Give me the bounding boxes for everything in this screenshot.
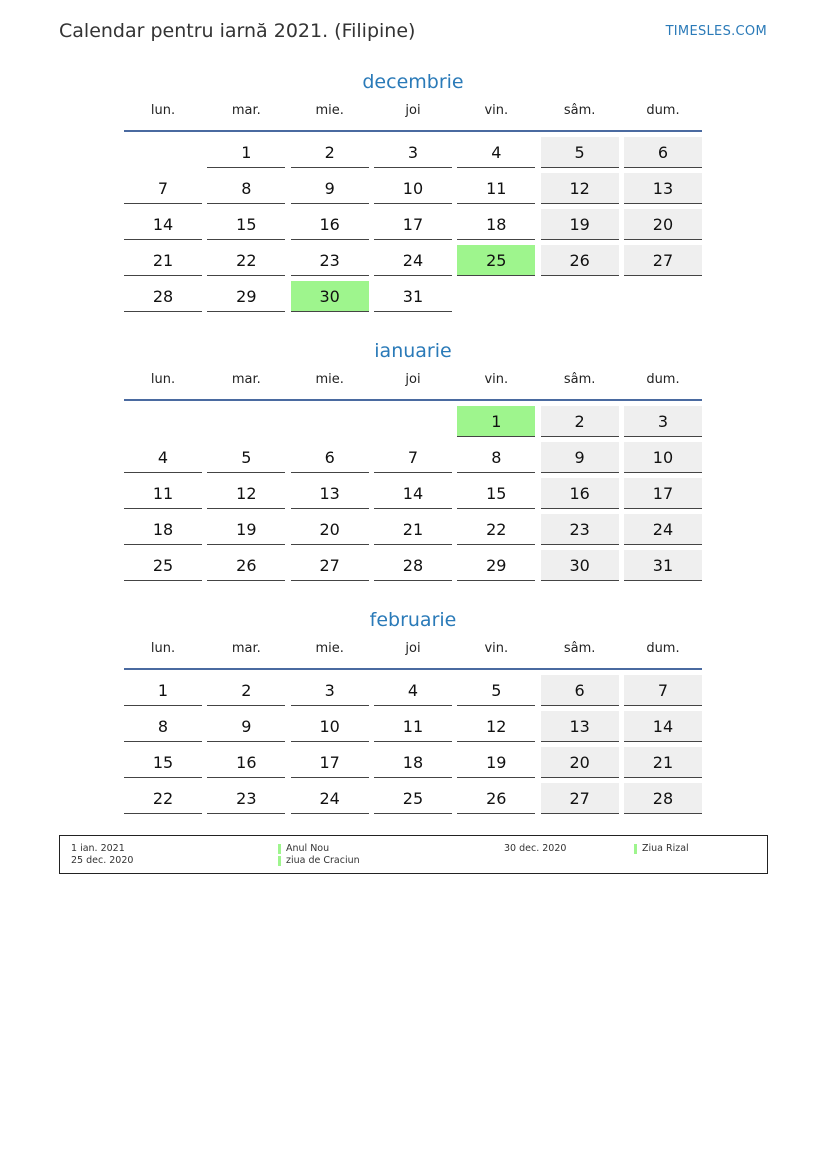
- day-cell: 29: [207, 281, 285, 312]
- empty-day-cell: [207, 406, 285, 436]
- weekday-label: lun.: [150, 641, 176, 656]
- day-cell: 10: [291, 711, 369, 742]
- day-cell: 5: [541, 137, 619, 168]
- day-cell: 17: [624, 478, 702, 509]
- weekday-label: mie.: [315, 103, 344, 118]
- day-cell: 7: [374, 442, 452, 473]
- month-title: decembrie: [362, 71, 464, 93]
- legend-date: 30 dec. 2020: [504, 843, 567, 854]
- weekday-header-row: [124, 369, 702, 391]
- empty-day-cell: [374, 406, 452, 436]
- day-cell: 14: [374, 478, 452, 509]
- day-cell: 16: [541, 478, 619, 509]
- weekday-label: dum.: [646, 103, 680, 118]
- empty-day-cell: [457, 281, 535, 311]
- day-cell: 9: [541, 442, 619, 473]
- weekday-label: lun.: [150, 372, 176, 387]
- day-cell: 25: [374, 783, 452, 814]
- day-cell: 6: [291, 442, 369, 473]
- empty-day-cell: [124, 137, 202, 167]
- day-cell: 16: [291, 209, 369, 240]
- day-cell: 27: [291, 550, 369, 581]
- day-cell: 30: [541, 550, 619, 581]
- day-cell: 5: [207, 442, 285, 473]
- weekday-label: vin.: [484, 372, 509, 387]
- day-cell: 28: [124, 281, 202, 312]
- day-cell: 11: [374, 711, 452, 742]
- weekday-header-row: [124, 100, 702, 122]
- day-cell: 22: [124, 783, 202, 814]
- week-row: [124, 281, 702, 312]
- weekday-label: mar.: [231, 103, 261, 118]
- day-cell: 25: [124, 550, 202, 581]
- weekday-label: dum.: [646, 372, 680, 387]
- weekday-label: mie.: [315, 641, 344, 656]
- week-row: [124, 442, 702, 473]
- week-row: [124, 406, 702, 437]
- week-row: [124, 209, 702, 240]
- day-cell: 26: [457, 783, 535, 814]
- weekday-label: lun.: [150, 103, 176, 118]
- day-cell: 6: [624, 137, 702, 168]
- day-cell: 28: [374, 550, 452, 581]
- day-cell: 31: [374, 281, 452, 312]
- day-cell: 5: [457, 675, 535, 706]
- week-row: [124, 675, 702, 706]
- day-cell: 23: [291, 245, 369, 276]
- day-cell: 29: [457, 550, 535, 581]
- weekday-label: vin.: [484, 641, 509, 656]
- day-cell: 12: [207, 478, 285, 509]
- day-cell: 1: [207, 137, 285, 168]
- week-row: [124, 514, 702, 545]
- day-cell: 17: [291, 747, 369, 778]
- empty-day-cell: [291, 406, 369, 436]
- day-cell: 2: [541, 406, 619, 437]
- week-row: [124, 137, 702, 168]
- legend-color-swatch: [278, 856, 281, 866]
- week-row: [124, 747, 702, 778]
- week-row: [124, 711, 702, 742]
- legend-holiday-name: Ziua Rizal: [642, 843, 689, 854]
- day-cell: 20: [541, 747, 619, 778]
- day-cell: 8: [207, 173, 285, 204]
- day-cell: 18: [124, 514, 202, 545]
- day-cell: 23: [541, 514, 619, 545]
- week-row: [124, 783, 702, 814]
- day-cell: 26: [207, 550, 285, 581]
- day-cell: 6: [541, 675, 619, 706]
- day-cell: 27: [541, 783, 619, 814]
- day-cell: 20: [624, 209, 702, 240]
- day-cell: 27: [624, 245, 702, 276]
- day-cell: 3: [624, 406, 702, 437]
- day-cell: 24: [624, 514, 702, 545]
- legend-holiday-name: ziua de Craciun: [286, 855, 360, 866]
- weekday-label: mie.: [315, 372, 344, 387]
- weekday-label: mar.: [231, 372, 261, 387]
- holiday-day-cell: 30: [291, 281, 369, 312]
- day-cell: 4: [374, 675, 452, 706]
- week-row: [124, 173, 702, 204]
- day-cell: 15: [124, 747, 202, 778]
- month-january: [124, 339, 702, 586]
- day-cell: 20: [291, 514, 369, 545]
- day-cell: 18: [374, 747, 452, 778]
- day-cell: 21: [124, 245, 202, 276]
- holiday-legend: [59, 835, 768, 874]
- day-cell: 15: [207, 209, 285, 240]
- week-row: [124, 478, 702, 509]
- day-cell: 13: [541, 711, 619, 742]
- empty-day-cell: [541, 281, 619, 311]
- weekday-label: mar.: [231, 641, 261, 656]
- weekday-label: joi: [405, 372, 421, 387]
- day-cell: 23: [207, 783, 285, 814]
- day-cell: 22: [207, 245, 285, 276]
- header-divider: [124, 130, 702, 132]
- legend-date: 1 ian. 2021: [71, 843, 125, 854]
- weekday-label: sâm.: [563, 372, 596, 387]
- day-cell: 21: [624, 747, 702, 778]
- day-cell: 31: [624, 550, 702, 581]
- page-title: Calendar pentru iarnă 2021. (Filipine): [59, 20, 416, 42]
- day-cell: 7: [624, 675, 702, 706]
- day-cell: 19: [457, 747, 535, 778]
- day-cell: 9: [207, 711, 285, 742]
- day-cell: 10: [374, 173, 452, 204]
- day-cell: 11: [124, 478, 202, 509]
- day-cell: 3: [374, 137, 452, 168]
- day-cell: 12: [457, 711, 535, 742]
- day-cell: 14: [124, 209, 202, 240]
- day-cell: 19: [541, 209, 619, 240]
- day-cell: 19: [207, 514, 285, 545]
- month-february: [124, 608, 702, 819]
- day-cell: 13: [291, 478, 369, 509]
- day-cell: 15: [457, 478, 535, 509]
- day-cell: 14: [624, 711, 702, 742]
- weekday-label: sâm.: [563, 103, 596, 118]
- day-cell: 3: [291, 675, 369, 706]
- day-cell: 16: [207, 747, 285, 778]
- day-cell: 8: [457, 442, 535, 473]
- week-row: [124, 550, 702, 581]
- day-cell: 17: [374, 209, 452, 240]
- day-cell: 24: [291, 783, 369, 814]
- brand-link[interactable]: TIMESLES.COM: [665, 24, 767, 39]
- month-title: ianuarie: [374, 340, 452, 362]
- day-cell: 26: [541, 245, 619, 276]
- legend-date: 25 dec. 2020: [71, 855, 134, 866]
- month-december: [124, 70, 702, 317]
- weekday-label: joi: [405, 103, 421, 118]
- weekday-header-row: [124, 638, 702, 660]
- header-divider: [124, 668, 702, 670]
- legend-holiday-name: Anul Nou: [286, 843, 330, 854]
- holiday-day-cell: 25: [457, 245, 535, 276]
- empty-day-cell: [124, 406, 202, 436]
- day-cell: 10: [624, 442, 702, 473]
- day-cell: 4: [457, 137, 535, 168]
- weekday-label: dum.: [646, 641, 680, 656]
- day-cell: 7: [124, 173, 202, 204]
- day-cell: 2: [207, 675, 285, 706]
- day-cell: 18: [457, 209, 535, 240]
- weekday-label: joi: [405, 641, 421, 656]
- legend-color-swatch: [634, 844, 637, 854]
- day-cell: 2: [291, 137, 369, 168]
- weekday-label: vin.: [484, 103, 509, 118]
- week-row: [124, 245, 702, 276]
- day-cell: 28: [624, 783, 702, 814]
- day-cell: 21: [374, 514, 452, 545]
- holiday-day-cell: 1: [457, 406, 535, 437]
- day-cell: 11: [457, 173, 535, 204]
- day-cell: 12: [541, 173, 619, 204]
- month-title: februarie: [369, 609, 457, 631]
- empty-day-cell: [624, 281, 702, 311]
- day-cell: 4: [124, 442, 202, 473]
- legend-color-swatch: [278, 844, 281, 854]
- day-cell: 8: [124, 711, 202, 742]
- header-divider: [124, 399, 702, 401]
- day-cell: 24: [374, 245, 452, 276]
- day-cell: 22: [457, 514, 535, 545]
- day-cell: 9: [291, 173, 369, 204]
- day-cell: 13: [624, 173, 702, 204]
- day-cell: 1: [124, 675, 202, 706]
- weekday-label: sâm.: [563, 641, 596, 656]
